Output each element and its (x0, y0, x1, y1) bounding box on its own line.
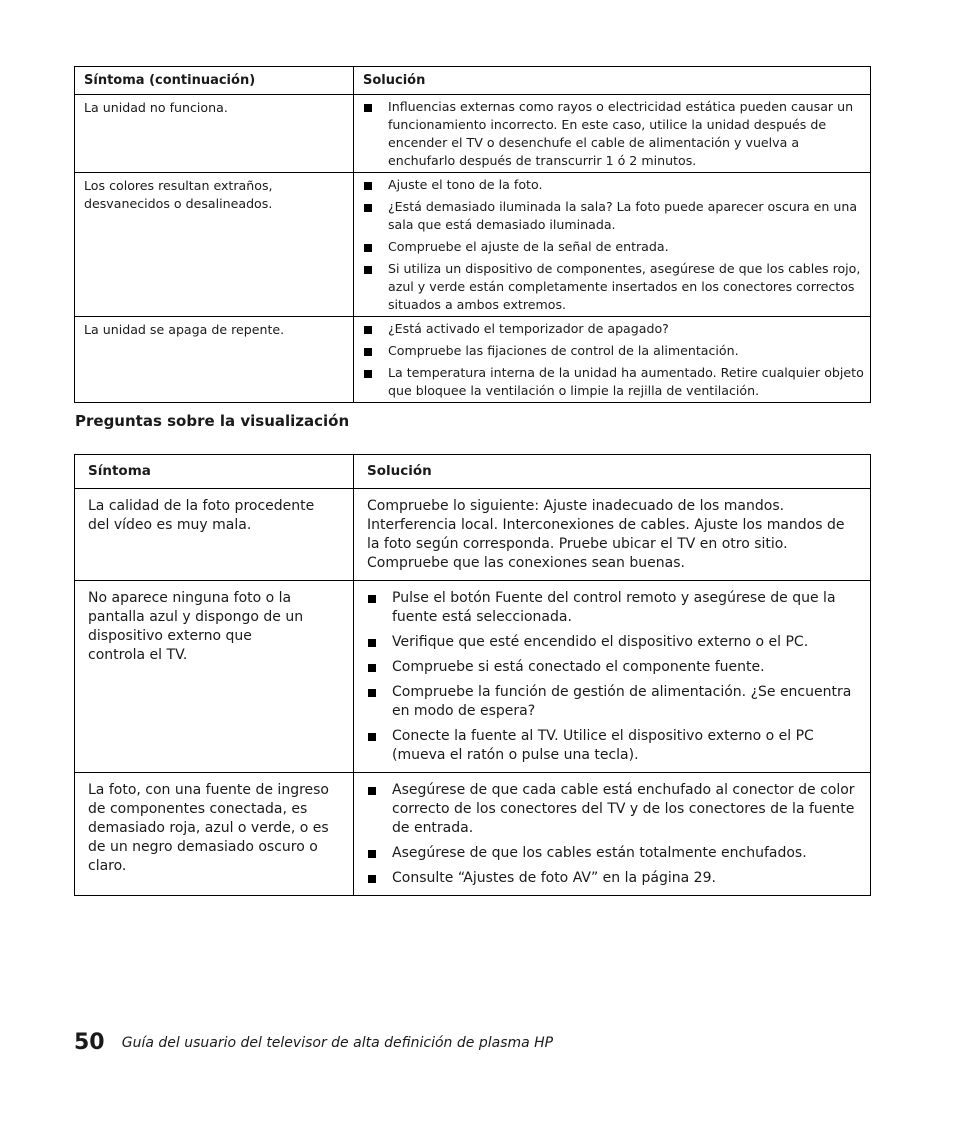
display-questions-table (74, 454, 871, 896)
table-header-row (75, 67, 871, 95)
solution-cell (354, 773, 871, 896)
solution-item: ¿Está activado el temporizador de apagado? (363, 320, 864, 338)
table-row (75, 95, 871, 173)
table-row (75, 173, 871, 317)
solution-item: Asegúrese de que los cables están totalmente enchufados. (367, 844, 857, 863)
solution-list (363, 320, 864, 400)
solution-cell (354, 581, 871, 773)
table-row (75, 773, 871, 896)
solution-cell (354, 173, 871, 317)
table-row (75, 489, 871, 581)
solution-cell (354, 317, 871, 403)
solution-item: Influencias externas como rayos o electricidad estática pueden causar un funcionamiento incorrecto. En este caso, utilice la unidad después de encender el TV o desenchufe el cable de alimentación y vuelva a enchufarlo después de transcurrir 1 ó 2 minutos. (363, 98, 864, 170)
solution-list (367, 781, 857, 888)
document-title: Guía del usuario del televisor de alta definición de plasma HP (121, 1034, 554, 1051)
solution-item: Ajuste el tono de la foto. (363, 176, 864, 194)
solution-cell (354, 95, 871, 173)
solution-list (363, 98, 864, 170)
troubleshooting-table-continued (74, 66, 871, 403)
symptom-cell: La calidad de la foto procedente del vídeo es muy mala. (75, 489, 354, 581)
solution-list (363, 176, 864, 314)
solution-item: Compruebe las fijaciones de control de la alimentación. (363, 342, 864, 360)
solution-item: Pulse el botón Fuente del control remoto y asegúrese de que la fuente está seleccionada. (367, 589, 857, 627)
table-row (75, 317, 871, 403)
symptom-cell: La foto, con una fuente de ingreso de componentes conectada, es demasiado roja, azul o verde, o es de un negro demasiado oscuro o claro. (75, 773, 354, 896)
solution-item: Compruebe si está conectado el componente fuente. (367, 658, 857, 677)
page-footer (74, 1030, 553, 1055)
header-symptom: Síntoma (75, 455, 354, 489)
solution-item: Conecte la fuente al TV. Utilice el dispositivo externo o el PC (mueva el ratón o pulse una tecla). (367, 727, 857, 765)
header-solution: Solución (354, 455, 871, 489)
solution-item: Verifique que esté encendido el dispositivo externo o el PC. (367, 633, 857, 652)
symptom-cell: La unidad no funciona. (75, 95, 354, 173)
solution-list (367, 589, 857, 765)
page-number: 50 (74, 1030, 105, 1055)
solution-item: Si utiliza un dispositivo de componentes, asegúrese de que los cables rojo, azul y verde están completamente insertados en los conectores correctos situados a ambos extremos. (363, 260, 864, 314)
solution-item: Consulte “Ajustes de foto AV” en la página 29. (367, 869, 857, 888)
solution-item: Asegúrese de que cada cable está enchufado al conector de color correcto de los conectores del TV y de los conectores de la fuente de entrada. (367, 781, 857, 838)
solution-cell: Compruebe lo siguiente: Ajuste inadecuado de los mandos. Interferencia local. Interconexiones de cables. Ajuste los mandos de la foto según corresponda. Pruebe ubicar el TV en otro sitio. Compruebe que las conexiones sean buenas. (354, 489, 871, 581)
solution-item: La temperatura interna de la unidad ha aumentado. Retire cualquier objeto que bloquee la ventilación o limpie la rejilla de ventilación. (363, 364, 864, 400)
header-solution: Solución (354, 67, 871, 95)
solution-item: ¿Está demasiado iluminada la sala? La foto puede aparecer oscura en una sala que está demasiado iluminada. (363, 198, 864, 234)
table-row (75, 581, 871, 773)
symptom-cell: La unidad se apaga de repente. (75, 317, 354, 403)
symptom-cell: Los colores resultan extraños, desvanecidos o desalineados. (75, 173, 354, 317)
solution-item: Compruebe el ajuste de la señal de entrada. (363, 238, 864, 256)
symptom-cell: No aparece ninguna foto o la pantalla azul y dispongo de un dispositivo externo que controla el TV. (75, 581, 354, 773)
solution-item: Compruebe la función de gestión de alimentación. ¿Se encuentra en modo de espera? (367, 683, 857, 721)
section-heading: Preguntas sobre la visualización (75, 412, 350, 430)
header-symptom: Síntoma (continuación) (75, 67, 354, 95)
table-header-row (75, 455, 871, 489)
